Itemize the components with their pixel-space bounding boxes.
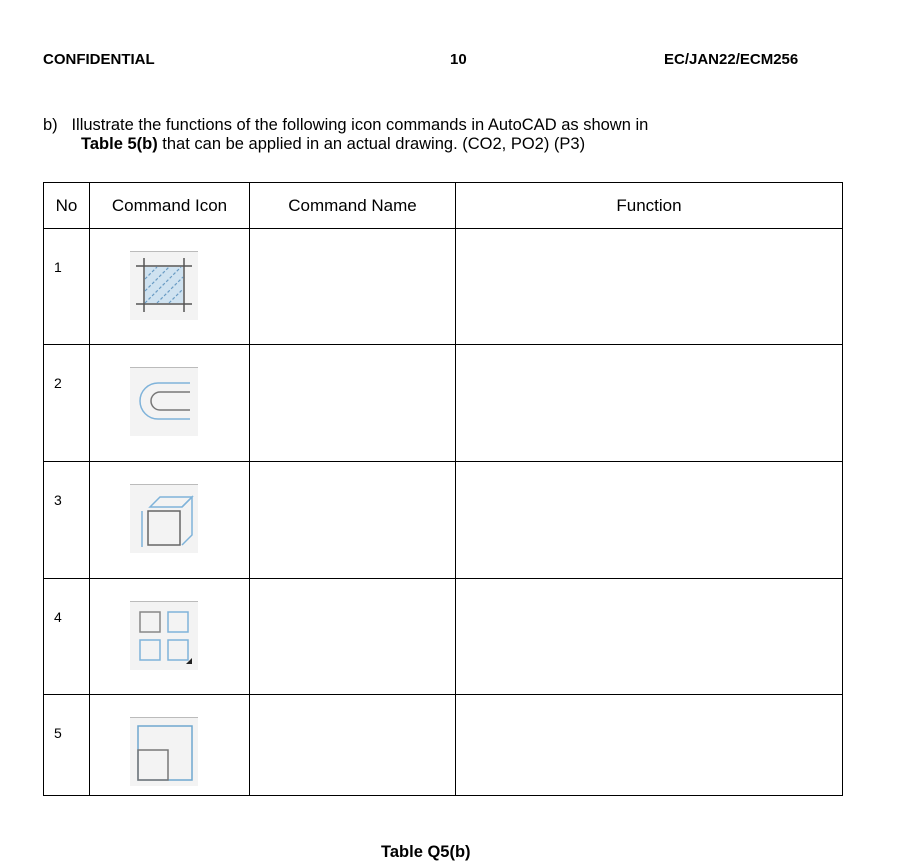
scale-viewport-icon	[130, 717, 198, 786]
hatch-icon	[130, 251, 198, 320]
table-row	[44, 345, 843, 462]
table-caption: Table Q5(b)	[381, 843, 471, 861]
question-label: b)	[43, 116, 58, 134]
function-cell[interactable]	[456, 695, 843, 796]
table-row	[44, 695, 843, 796]
viewport-configuration-icon	[130, 601, 198, 670]
header-confidential: CONFIDENTIAL	[43, 51, 155, 68]
header-function: Function	[456, 183, 843, 229]
row-number: 5	[44, 695, 90, 796]
function-cell[interactable]	[456, 462, 843, 579]
command-name-cell[interactable]	[250, 695, 456, 796]
row-number: 3	[44, 462, 90, 579]
3d-box-view-icon	[130, 484, 198, 553]
command-name-cell[interactable]	[250, 345, 456, 462]
table-row	[44, 579, 843, 695]
row-number: 2	[44, 345, 90, 462]
function-cell[interactable]	[456, 229, 843, 345]
question-text	[43, 116, 843, 154]
function-cell[interactable]	[456, 579, 843, 695]
table-header-row	[44, 183, 843, 229]
table-reference: Table 5(b)	[81, 135, 158, 153]
command-name-cell[interactable]	[250, 462, 456, 579]
command-name-cell[interactable]	[250, 229, 456, 345]
header-command-icon: Command Icon	[90, 183, 250, 229]
document-code: EC/JAN22/ECM256	[664, 51, 799, 68]
table-row	[44, 229, 843, 345]
header-command-name: Command Name	[250, 183, 456, 229]
question-line1: Illustrate the functions of the following icon commands in AutoCAD as shown in	[71, 116, 649, 134]
command-table	[43, 182, 843, 796]
page-number: 10	[450, 51, 467, 68]
command-name-cell[interactable]	[250, 579, 456, 695]
question-line2: that can be applied in an actual drawing. (CO2, PO2) (P3)	[157, 135, 586, 153]
row-number: 1	[44, 229, 90, 345]
table-row	[44, 462, 843, 579]
header-no: No	[44, 183, 90, 229]
function-cell[interactable]	[456, 345, 843, 462]
row-number: 4	[44, 579, 90, 695]
offset-icon	[130, 367, 198, 436]
